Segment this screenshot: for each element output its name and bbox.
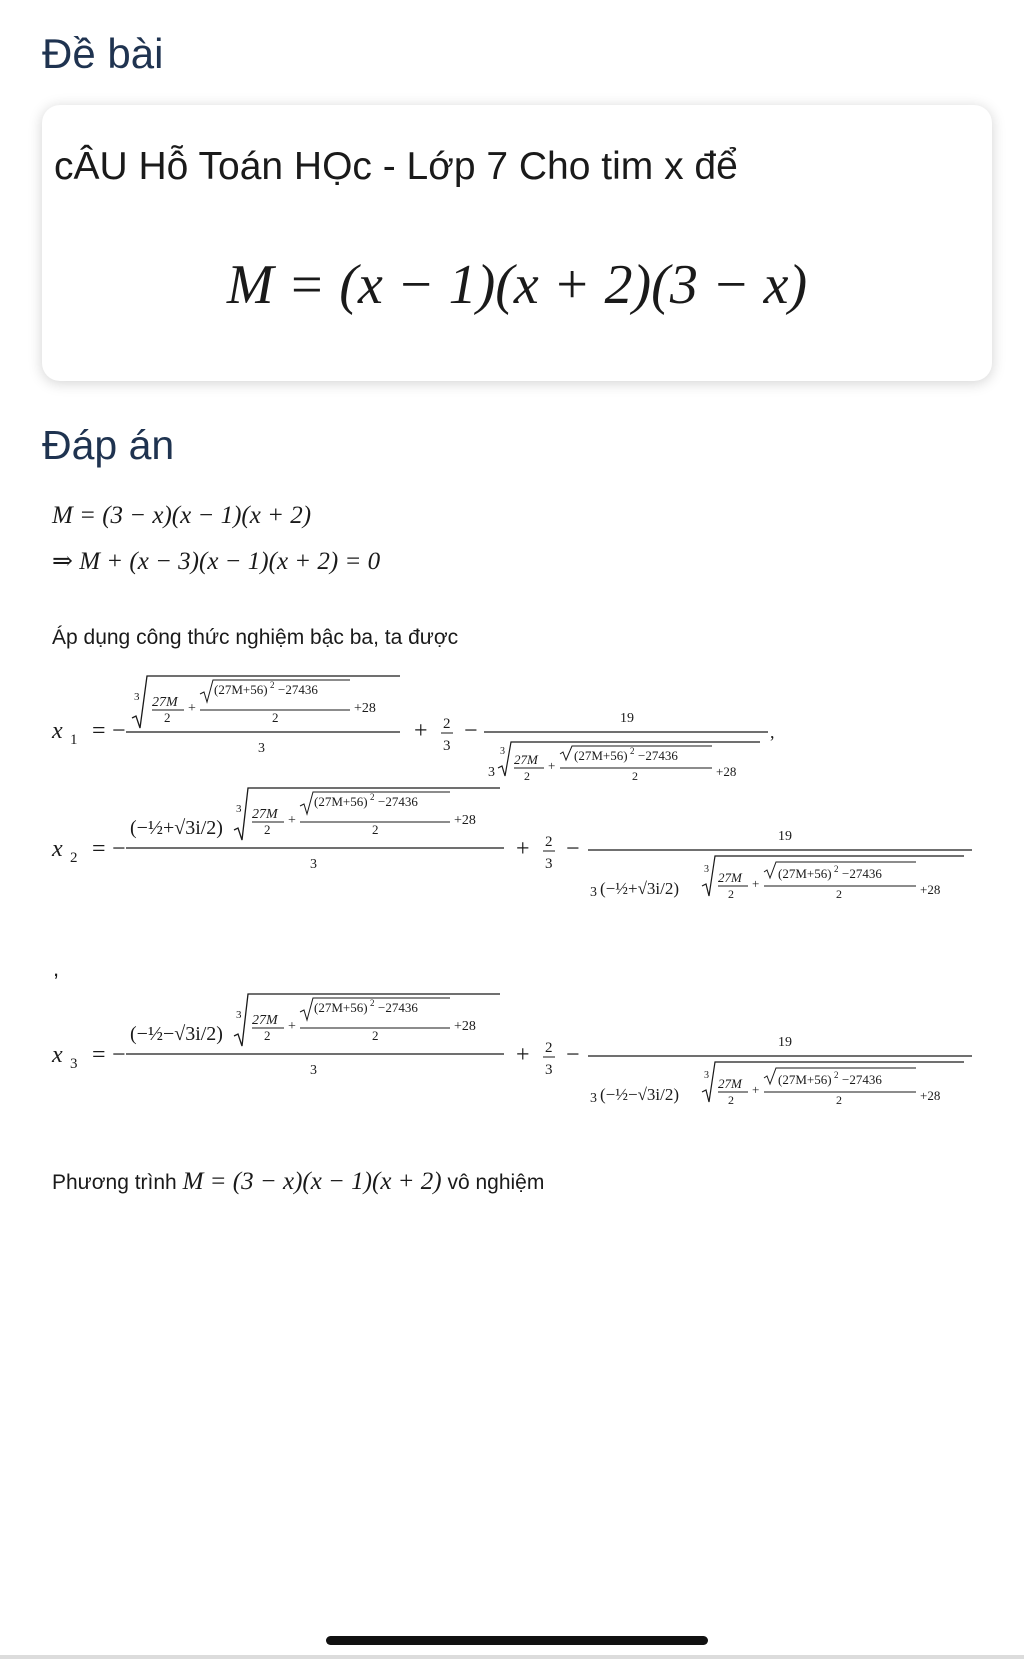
root-x2-neg: −	[112, 836, 126, 862]
root-x2-den-2a: 2	[728, 887, 734, 901]
root-x1-formula	[48, 672, 788, 784]
separator-comma: ,	[53, 956, 60, 981]
root-x2-var: x	[52, 836, 63, 862]
root-x2-den-const: −27436	[842, 866, 882, 881]
root-x2-cube-index: 3	[236, 803, 242, 815]
root-x1-inner: (27M+56)	[214, 682, 268, 697]
root-x1-den-const: −27436	[638, 748, 678, 763]
root-x3-sub: 3	[70, 1056, 78, 1072]
root-x3-formula	[48, 990, 978, 1114]
root-x1-den-pow: 2	[630, 746, 635, 756]
page-title: Đề bài	[42, 30, 164, 77]
root-x2-const: −27436	[378, 794, 418, 809]
root-x3-neg: −	[112, 1042, 126, 1068]
root-x1-plus-23: +	[414, 718, 428, 744]
root-x1-plus28: +28	[354, 701, 376, 716]
root-x2-27m: 27M	[252, 807, 278, 822]
root-x3-den3: 3	[310, 1063, 317, 1078]
root-x1-neg: −	[112, 718, 126, 744]
root-x2-den-inner: (27M+56)	[778, 866, 832, 881]
root-x2-2b: 2	[372, 822, 379, 837]
root-x3-den-cube-index: 3	[704, 1070, 709, 1081]
root-x3-den-const: −27436	[842, 1072, 882, 1087]
root-x3-2b: 2	[372, 1028, 379, 1043]
root-x3-plus: +	[288, 1019, 296, 1034]
root-x1-den-2a: 2	[524, 769, 530, 783]
root-x1-minus: −	[464, 718, 478, 744]
root-x2-19: 19	[778, 829, 792, 844]
conclusion-formula: M = (3 − x)(x − 1)(x + 2)	[182, 1168, 442, 1195]
root-x3-23n: 2	[545, 1040, 553, 1056]
root-x3-unit: (−½−√3i/2)	[130, 1023, 223, 1045]
root-x2-den-unit: (−½+√3i/2)	[600, 879, 680, 898]
root-x2-eq: =	[92, 836, 106, 862]
root-x1-pow: 2	[270, 680, 275, 690]
root-x2-den-pow: 2	[834, 864, 839, 874]
root-x3-cube-index: 3	[236, 1009, 242, 1021]
root-x3-den-2b: 2	[836, 1093, 842, 1107]
root-x1-den-27m: 27M	[514, 752, 538, 767]
root-x3-19: 19	[778, 1035, 792, 1050]
home-indicator[interactable]	[326, 1636, 708, 1645]
root-x3-den-27m: 27M	[718, 1076, 742, 1091]
bottom-edge	[0, 1655, 1024, 1659]
root-x2-den-plus28: +28	[920, 882, 941, 897]
root-x2-23d: 3	[545, 856, 553, 872]
root-x3-den-inner: (27M+56)	[778, 1072, 832, 1087]
root-x3-plus-23: +	[516, 1042, 530, 1068]
root-x1-den-3: 3	[488, 765, 495, 780]
root-x3-pow: 2	[370, 998, 375, 1008]
question-formula: M = (x − 1)(x + 2)(3 − x)	[226, 254, 808, 316]
method-note: Áp dụng công thức nghiệm bậc ba, ta được	[52, 626, 459, 649]
root-x1-27m: 27M	[152, 695, 178, 710]
root-x1-den-inner: (27M+56)	[574, 748, 628, 763]
answer-step-2: ⇒ M + (x − 3)(x − 1)(x + 2) = 0	[52, 548, 381, 575]
root-x1-den3: 3	[258, 741, 265, 756]
question-card	[42, 105, 992, 381]
root-x3-minus: −	[566, 1042, 580, 1068]
root-x3-const: −27436	[378, 1000, 418, 1015]
question-text: cÂU Hỗ Toán HỌc - Lớp 7 Cho tim x để	[54, 145, 738, 188]
conclusion	[52, 1168, 544, 1196]
root-x3-inner: (27M+56)	[314, 1000, 368, 1015]
root-x2-den-3: 3	[590, 885, 597, 900]
root-x1-den-plus28: +28	[716, 764, 737, 779]
root-x1-comma: ,	[770, 722, 775, 742]
root-x2-formula	[48, 784, 978, 908]
root-x3-den-plus28: +28	[920, 1088, 941, 1103]
root-x1-den-2b: 2	[632, 769, 638, 783]
root-x3-den-pow: 2	[834, 1070, 839, 1080]
answer-step-1: M = (3 − x)(x − 1)(x + 2)	[52, 502, 312, 529]
root-x3-2a: 2	[264, 1028, 271, 1043]
root-x2-plus28: +28	[454, 813, 476, 828]
conclusion-suffix: vô nghiệm	[447, 1171, 545, 1194]
conclusion-prefix: Phương trình	[52, 1171, 177, 1194]
root-x2-plus-23: +	[516, 836, 530, 862]
root-x1-cube-index: 3	[134, 691, 140, 703]
root-x2-pow: 2	[370, 792, 375, 802]
root-x3-23d: 3	[545, 1062, 553, 1078]
root-x3-den-unit: (−½−√3i/2)	[600, 1085, 680, 1104]
root-x1-sub: 1	[70, 732, 78, 748]
root-x1-19: 19	[620, 711, 634, 726]
root-x1-den-cube-index: 3	[500, 746, 505, 757]
root-x1-const: −27436	[278, 682, 318, 697]
root-x3-eq: =	[92, 1042, 106, 1068]
root-x2-den-2b: 2	[836, 887, 842, 901]
root-x2-inner: (27M+56)	[314, 794, 368, 809]
root-x1-var: x	[52, 718, 63, 744]
root-x3-plus28: +28	[454, 1019, 476, 1034]
root-x2-den-27m: 27M	[718, 870, 742, 885]
root-x1-den-plus: +	[548, 758, 556, 773]
root-x2-den-plus: +	[752, 876, 760, 891]
root-x2-2a: 2	[264, 822, 271, 837]
root-x3-den-plus: +	[752, 1082, 760, 1097]
answer-title: Đáp án	[42, 422, 175, 468]
root-x2-minus: −	[566, 836, 580, 862]
root-x1-eq: =	[92, 718, 106, 744]
root-x1-23d: 3	[443, 738, 451, 754]
root-x3-den-3: 3	[590, 1091, 597, 1106]
root-x2-23n: 2	[545, 834, 553, 850]
root-x2-den3: 3	[310, 857, 317, 872]
root-x1-plus: +	[188, 701, 196, 716]
root-x2-plus: +	[288, 813, 296, 828]
root-x3-var: x	[52, 1042, 63, 1068]
root-x1-23n: 2	[443, 716, 451, 732]
root-x2-sub: 2	[70, 850, 78, 866]
root-x1-2b: 2	[272, 710, 279, 725]
root-x3-27m: 27M	[252, 1013, 278, 1028]
root-x2-den-cube-index: 3	[704, 864, 709, 875]
root-x1-2a: 2	[164, 710, 171, 725]
root-x3-den-2a: 2	[728, 1093, 734, 1107]
root-x2-unit: (−½+√3i/2)	[130, 817, 223, 839]
